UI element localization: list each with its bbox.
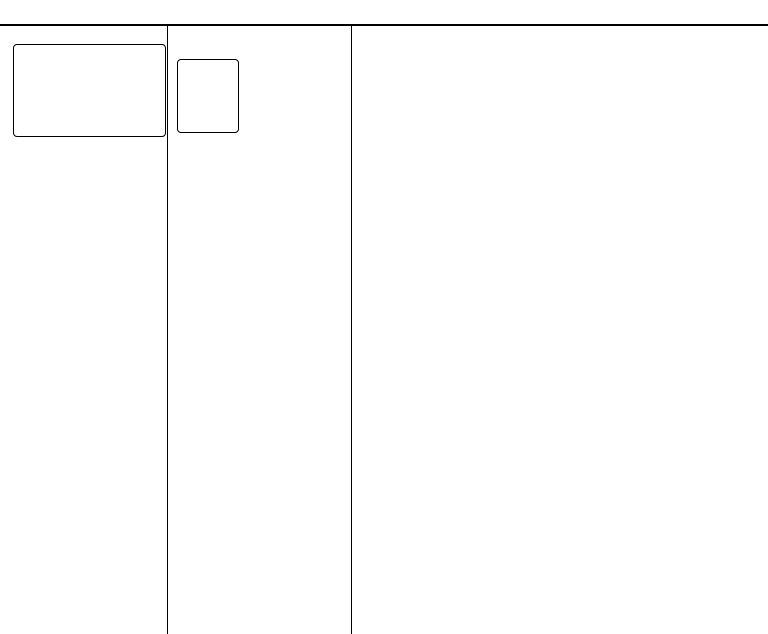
combat-body [361,98,761,104]
daily-procedures-box [13,44,166,137]
column-oracles [169,26,352,634]
column-combat [353,26,768,634]
weather-headers [100,318,170,368]
header [0,0,768,26]
column-left [0,26,168,634]
answers-box [177,59,239,133]
